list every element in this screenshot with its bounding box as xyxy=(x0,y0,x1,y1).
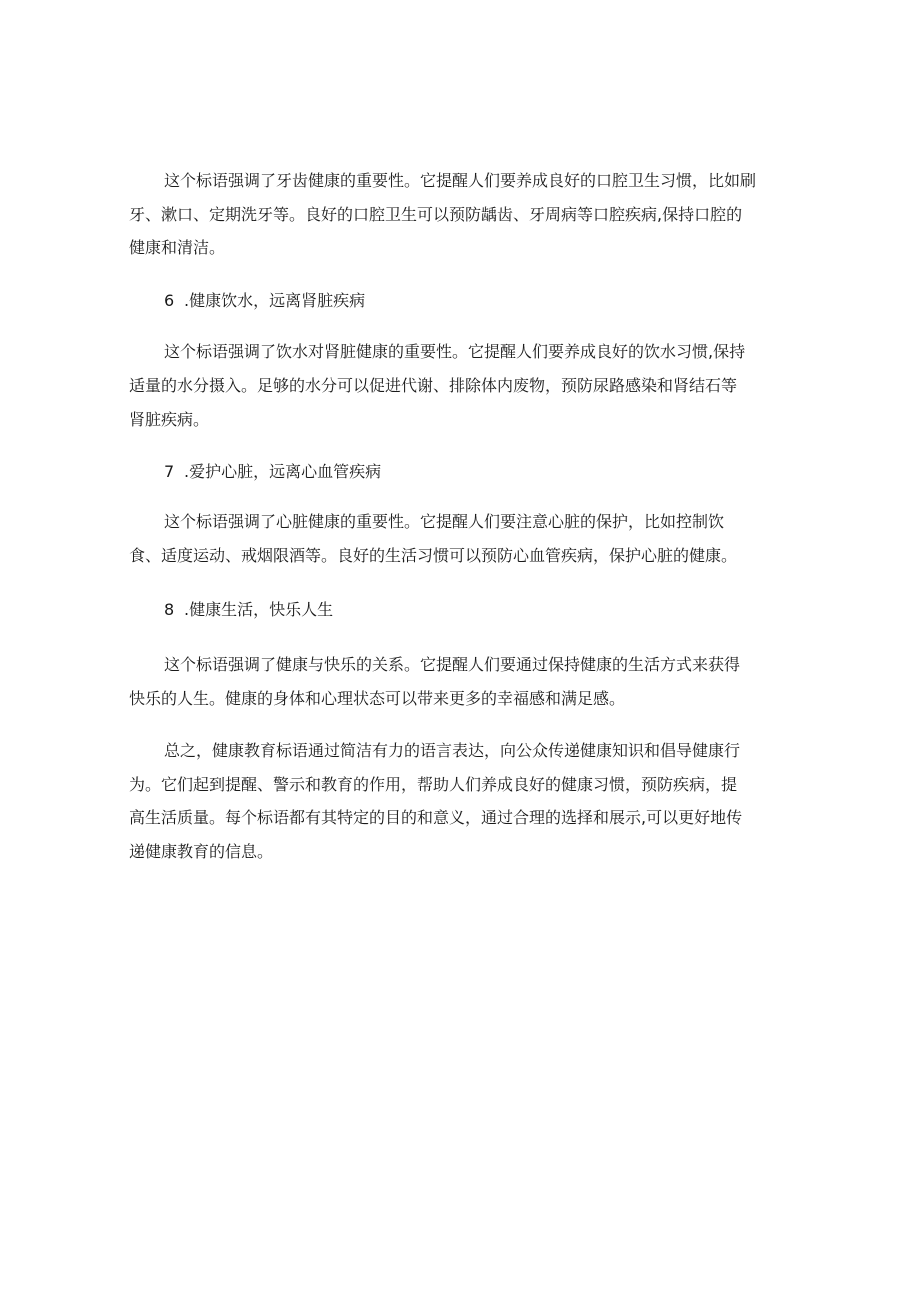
paragraph-line: 这个标语强调了健康与快乐的关系。它提醒人们要通过保持健康的生活方式来获得 xyxy=(164,655,741,674)
paragraph-line: 健康和清洁。 xyxy=(129,238,226,257)
heading-title: .健康饮水，远离肾脏疾病 xyxy=(184,291,366,310)
heading-number: 6 xyxy=(164,291,175,310)
paragraph-line: 食、适度运动、戒烟限酒等。良好的生活习惯可以预防心血管疾病，保护心脏的健康。 xyxy=(129,546,738,565)
heading-number: 8 xyxy=(164,600,175,619)
paragraph-line: 快乐的人生。健康的身体和心理状态可以带来更多的幸福感和满足感。 xyxy=(129,689,626,708)
paragraph-line: 牙、漱口、定期洗牙等。良好的口腔卫生可以预防龋齿、牙周病等口腔疾病,保持口腔的 xyxy=(129,205,743,224)
paragraph-line: 总之，健康教育标语通过简洁有力的语言表达，向公众传递健康知识和倡导健康行 xyxy=(164,741,741,760)
paragraph-line: 这个标语强调了饮水对肾脏健康的重要性。它提醒人们要养成良好的饮水习惯,保持 xyxy=(164,342,746,361)
heading-8 xyxy=(164,600,333,620)
paragraph-line: 这个标语强调了牙齿健康的重要性。它提醒人们要养成良好的口腔卫生习惯，比如刷 xyxy=(164,171,757,190)
paragraph-line: 递健康教育的信息。 xyxy=(129,842,274,861)
heading-6 xyxy=(164,291,365,311)
paragraph-line: 肾脏疾病。 xyxy=(129,410,210,429)
heading-title: .爱护心脏，远离心血管疾病 xyxy=(184,462,382,481)
paragraph-line: 这个标语强调了心脏健康的重要性。它提醒人们要注意心脏的保护，比如控制饮 xyxy=(164,512,725,531)
heading-number: 7 xyxy=(164,462,175,481)
paragraph-line: 为。它们起到提醒、警示和教育的作用，帮助人们养成良好的健康习惯，预防疾病，提 xyxy=(129,775,738,794)
heading-title: .健康生活，快乐人生 xyxy=(184,600,334,619)
paragraph-line: 高生活质量。每个标语都有其特定的目的和意义，通过合理的选择和展示,可以更好地传 xyxy=(129,808,743,827)
paragraph-line: 适量的水分摄入。足够的水分可以促进代谢、排除体内废物，预防尿路感染和肾结石等 xyxy=(129,376,738,395)
heading-7 xyxy=(164,462,381,482)
